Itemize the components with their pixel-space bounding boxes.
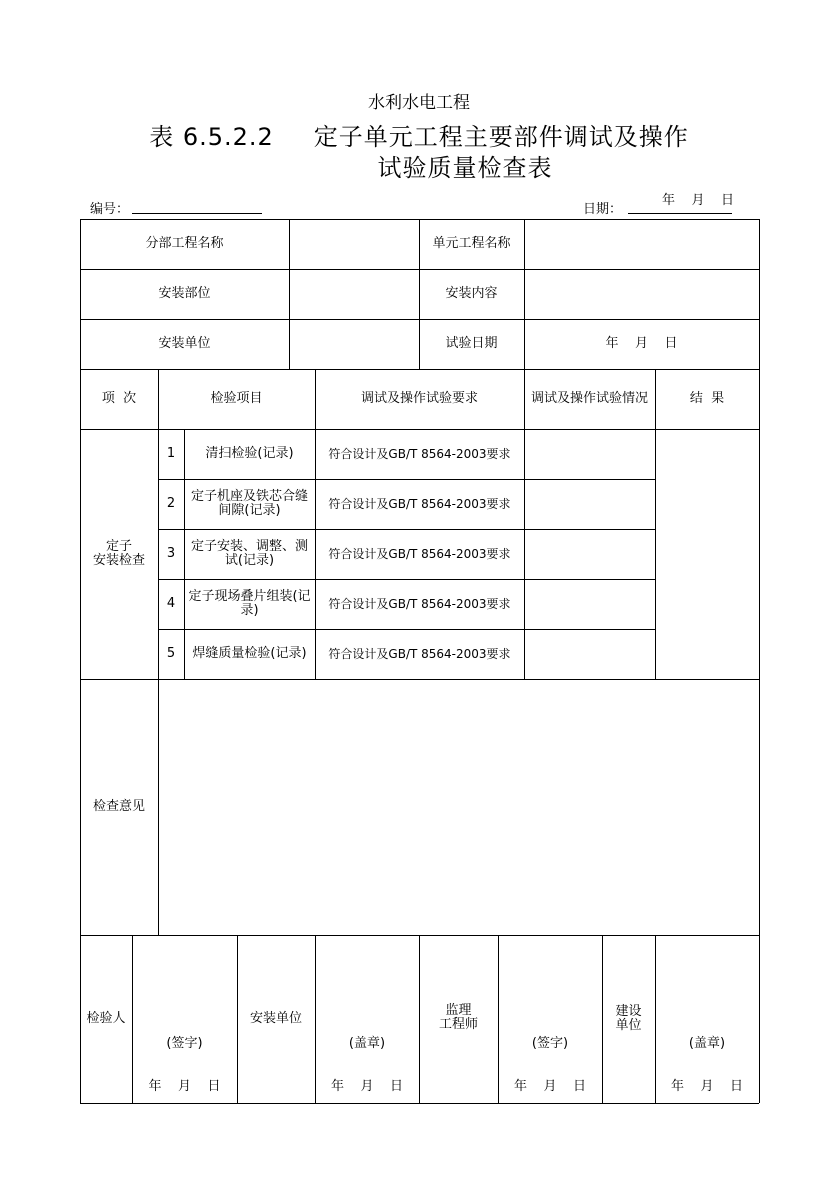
supervisor-date: 年 月 日: [513, 1079, 587, 1094]
row-1-requirement: 符合设计及GB/T 8564-2003要求: [328, 447, 511, 461]
row-4-no: 4: [166, 596, 176, 611]
test-date-value[interactable]: 年 月 日: [605, 336, 678, 351]
group-result[interactable]: [655, 429, 759, 679]
sub-project-value[interactable]: [289, 219, 419, 269]
supervisor-label: [419, 935, 498, 1115]
inspector-date: 年 月 日: [148, 1079, 221, 1094]
row-4-requirement: 符合设计及GB/T 8564-2003要求: [328, 597, 511, 611]
row-2-requirement: 符合设计及GB/T 8564-2003要求: [328, 497, 511, 511]
sub-project-label: 分部工程名称: [145, 236, 224, 251]
inspector-label: 检验人: [86, 1011, 126, 1026]
title-line-2: 试验质量检查表: [377, 154, 553, 182]
row-1-item: 清扫检验(记录): [205, 446, 294, 461]
serial-underline[interactable]: [132, 213, 262, 214]
owner-date: 年 月 日: [670, 1079, 744, 1094]
row-3-situation[interactable]: [524, 529, 655, 579]
row-5-no: 5: [166, 646, 176, 661]
install-content-label: 安装内容: [445, 286, 498, 301]
install-unit-date: 年 月 日: [330, 1079, 404, 1094]
document-title: [0, 117, 838, 152]
opinion-label: 检查意见: [92, 799, 145, 814]
install-unit-sign-label: 安装单位: [249, 1011, 302, 1026]
row-2-situation[interactable]: [524, 479, 655, 529]
date-label: 日期：: [583, 202, 623, 217]
inspector-sign-note: (签字): [166, 1036, 203, 1051]
install-location-label: 安装部位: [158, 286, 211, 301]
row-3-requirement: 符合设计及GB/T 8564-2003要求: [328, 547, 511, 561]
install-unit-seal-note: (盖章): [348, 1036, 386, 1051]
install-location-value[interactable]: [289, 269, 419, 319]
row-4-item: 定子现场叠片组装(记录): [188, 589, 311, 618]
title-line-1: 定子单元工程主要部件调试及操作: [313, 123, 689, 151]
header-situation: 调试及操作试验情况: [530, 391, 648, 406]
header-inspection-item: 检验项目: [210, 391, 263, 406]
install-unit-label: 安装单位: [158, 336, 211, 351]
test-date-label: 试验日期: [445, 336, 498, 351]
row-5-situation[interactable]: [524, 629, 655, 679]
serial-label: 编号：: [90, 202, 130, 217]
owner-label: 建设 单位: [615, 1004, 642, 1033]
header-result: 结 果: [689, 391, 725, 406]
opinion-field[interactable]: [158, 679, 759, 935]
table-number: 表 6.5.2.2: [149, 123, 274, 151]
owner-seal-note: (盖章): [688, 1036, 726, 1051]
row-1-no: 1: [166, 446, 176, 461]
document-supertitle: 水利水电工程: [368, 93, 470, 113]
supervisor-sign-note: (签字): [531, 1036, 569, 1051]
row-2-no: 2: [166, 496, 176, 511]
row-4-situation[interactable]: [524, 579, 655, 629]
header-item-no: 项 次: [101, 391, 137, 406]
row-1-situation[interactable]: [524, 429, 655, 479]
row-3-no: 3: [166, 546, 176, 561]
row-5-item: 焊缝质量检验(记录): [192, 646, 307, 661]
unit-project-label: 单元工程名称: [432, 236, 511, 251]
date-underline[interactable]: [628, 213, 732, 214]
row-2-item: 定子机座及铁芯合缝间隙(记录): [190, 489, 308, 518]
supervisor-label-text: 监理 工程师: [438, 1002, 478, 1032]
header-date-placeholder: 年 月 日: [662, 193, 735, 208]
group-label: 定子 安装检查: [92, 539, 145, 568]
install-content-value[interactable]: [524, 269, 759, 319]
row-5-requirement: 符合设计及GB/T 8564-2003要求: [328, 647, 511, 661]
row-3-item: 定子安装、调整、测试(记录): [190, 539, 308, 568]
install-unit-value[interactable]: [289, 319, 419, 369]
unit-project-value[interactable]: [524, 219, 759, 269]
header-requirement: 调试及操作试验要求: [360, 391, 478, 406]
